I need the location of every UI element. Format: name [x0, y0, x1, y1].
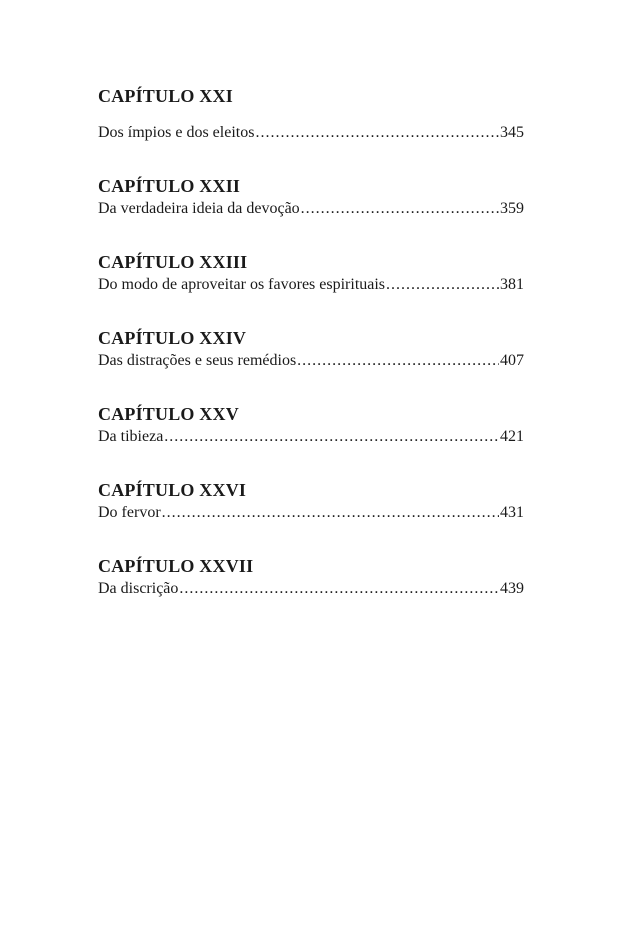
toc-line[interactable] [98, 578, 524, 600]
dot-leader [179, 578, 499, 600]
toc-entry [98, 554, 524, 600]
toc-page-number: 359 [500, 200, 524, 217]
toc-line[interactable] [98, 198, 524, 220]
toc-entry [98, 84, 524, 144]
toc-entry-title: Do fervor [98, 504, 161, 521]
dot-leader [255, 122, 499, 144]
toc-entry-title: Das distrações e seus remédios [98, 352, 297, 369]
dot-leader [164, 426, 499, 448]
toc-entry-title: Do modo de aproveitar os favores espirituais [98, 276, 386, 293]
chapter-heading: CAPÍTULO XXVII [98, 556, 254, 576]
chapter-heading: CAPÍTULO XXIV [98, 328, 247, 348]
toc-entry-title: Da discrição [98, 580, 179, 597]
chapter-heading: CAPÍTULO XXV [98, 404, 239, 424]
toc-entry [98, 174, 524, 220]
dot-leader [297, 350, 499, 372]
toc-entry [98, 402, 524, 448]
toc-page-number: 345 [500, 124, 524, 141]
toc-entry-title: Da verdadeira ideia da devoção [98, 200, 300, 217]
chapter-heading: CAPÍTULO XXIII [98, 252, 248, 272]
toc-entry [98, 250, 524, 296]
dot-leader [386, 274, 499, 296]
toc-entry [98, 478, 524, 524]
table-of-contents [98, 84, 524, 630]
toc-entry [98, 326, 524, 372]
dot-leader [162, 502, 499, 524]
toc-page-number: 431 [500, 504, 524, 521]
toc-page-number: 421 [500, 428, 524, 445]
toc-entry-title: Dos ímpios e dos eleitos [98, 124, 255, 141]
toc-line[interactable] [98, 274, 524, 296]
chapter-heading: CAPÍTULO XXI [98, 86, 233, 106]
chapter-heading: CAPÍTULO XXII [98, 176, 241, 196]
toc-line[interactable] [98, 502, 524, 524]
toc-line[interactable] [98, 122, 524, 144]
toc-page-number: 439 [500, 580, 524, 597]
toc-page-number: 407 [500, 352, 524, 369]
toc-line[interactable] [98, 426, 524, 448]
dot-leader [301, 198, 499, 220]
toc-entry-title: Da tibieza [98, 428, 164, 445]
toc-line[interactable] [98, 350, 524, 372]
chapter-heading: CAPÍTULO XXVI [98, 480, 247, 500]
toc-page-number: 381 [500, 276, 524, 293]
